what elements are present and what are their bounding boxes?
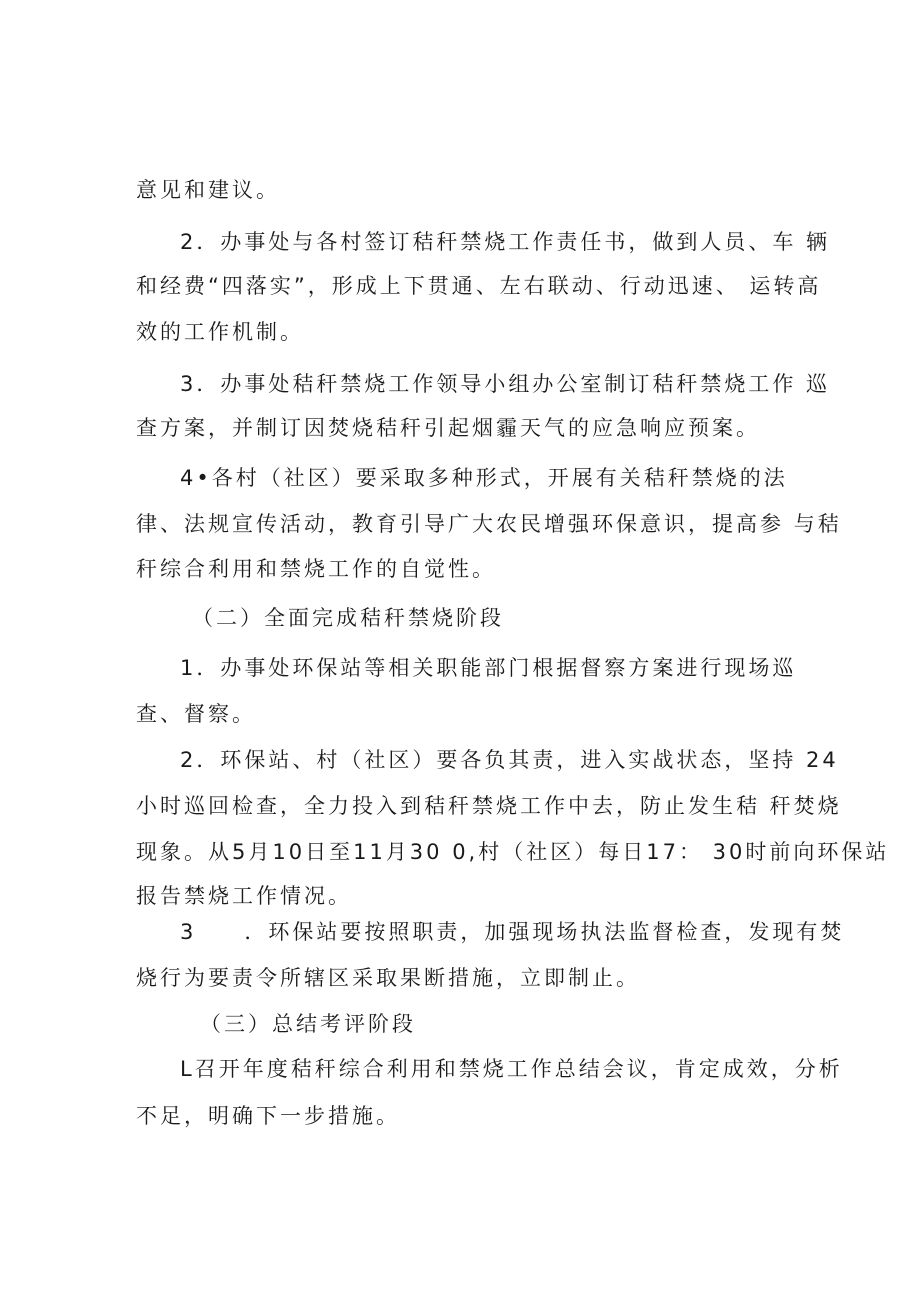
text-line: 3 ．环保站要按照职责，加强现场执法监督检查，发现有焚 (180, 920, 845, 944)
text-line: 查方案，并制订因焚烧秸秆引起烟霾天气的应急响应预案。 (136, 416, 760, 440)
text-line: 查、督察。 (136, 702, 256, 726)
text-line: 意见和建议。 (136, 178, 280, 202)
section-heading: （三）总结考评阶段 (200, 1012, 416, 1036)
text-line: L召开年度秸秆综合利用和禁烧工作总结会议，肯定成效，分析 (180, 1057, 843, 1081)
text-line: 现象。从5月10日至11月30 0,村（社区）每日17： 30时前向环保站 (136, 840, 890, 864)
text-line: 2．办事处与各村签订秸秆禁烧工作责任书，做到人员、车 辆 (180, 230, 831, 254)
text-line: 秆综合利用和禁烧工作的自觉性。 (136, 557, 496, 581)
text-line: 和经费“四落实”，形成上下贯通、左右联动、行动迅速、 运转高 (136, 274, 822, 298)
text-line: 2．环保站、村（社区）要各负其责，进入实战状态，坚持 24 (180, 748, 839, 772)
text-line: 小时巡回检查，全力投入到秸秆禁烧工作中去，防止发生秸 秆焚烧 (136, 794, 842, 818)
text-line: 效的工作机制。 (136, 320, 304, 344)
text-line: 报告禁烧工作情况。 (136, 884, 352, 908)
text-line: 不足，明确下一步措施。 (136, 1104, 400, 1128)
text-line: 4•各村（社区）要采取多种形式，开展有关秸秆禁烧的法 (180, 466, 788, 490)
text-line: 3．办事处秸秆禁烧工作领导小组办公室制订秸秆禁烧工作 巡 (180, 372, 831, 396)
text-line: 律、法规宣传活动，教育引导广大农民增强环保意识，提高参 与秸 (136, 512, 842, 536)
section-heading: （二）全面完成秸秆禁烧阶段 (192, 606, 504, 630)
text-line: 烧行为要责令所辖区采取果断措施，立即制止。 (136, 966, 640, 990)
text-line: 1．办事处环保站等相关职能部门根据督察方案进行现场巡 (180, 656, 797, 680)
